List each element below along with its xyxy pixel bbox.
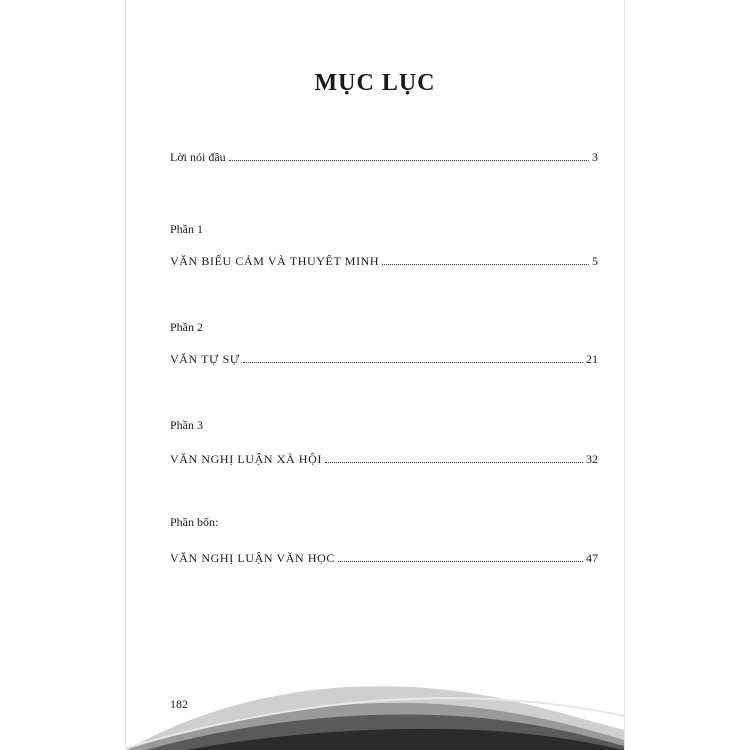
part-label: Phần 2 — [170, 320, 203, 334]
part-label: Phần bốn: — [170, 515, 219, 529]
book-page — [126, 0, 624, 750]
page-title: MỤC LỤC — [314, 70, 436, 96]
toc-entry — [170, 352, 598, 366]
toc-page-number: 3 — [592, 150, 598, 164]
dot-leader — [229, 159, 589, 161]
toc-entry — [170, 452, 598, 466]
toc-page-number: 21 — [586, 352, 598, 366]
dot-leader — [338, 560, 583, 562]
toc-page-number: 32 — [586, 452, 598, 466]
toc-page-number: 5 — [592, 254, 598, 268]
part-label: Phần 3 — [170, 418, 203, 432]
toc-entry — [170, 254, 598, 268]
toc-entry-label: VĂN NGHỊ LUẬN XÃ HỘI — [170, 452, 322, 466]
toc-entry-preface — [170, 150, 598, 164]
page-folio: 182 — [170, 697, 188, 711]
toc-entry — [170, 551, 598, 565]
dot-leader — [382, 263, 589, 265]
dot-leader — [325, 461, 583, 463]
part-label: Phần 1 — [170, 222, 203, 236]
decorative-wave — [126, 660, 624, 750]
toc-entry-label: VĂN NGHỊ LUẬN VĂN HỌC — [170, 551, 336, 565]
toc-entry-label: VĂN TỰ SỰ — [170, 352, 240, 366]
toc-page-number: 47 — [586, 551, 598, 565]
toc-entry-label: Lời nói đầu — [170, 150, 226, 164]
dot-leader — [243, 361, 583, 363]
toc-entry-label: VĂN BIỂU CẢM VÀ THUYẾT MINH — [170, 254, 380, 268]
